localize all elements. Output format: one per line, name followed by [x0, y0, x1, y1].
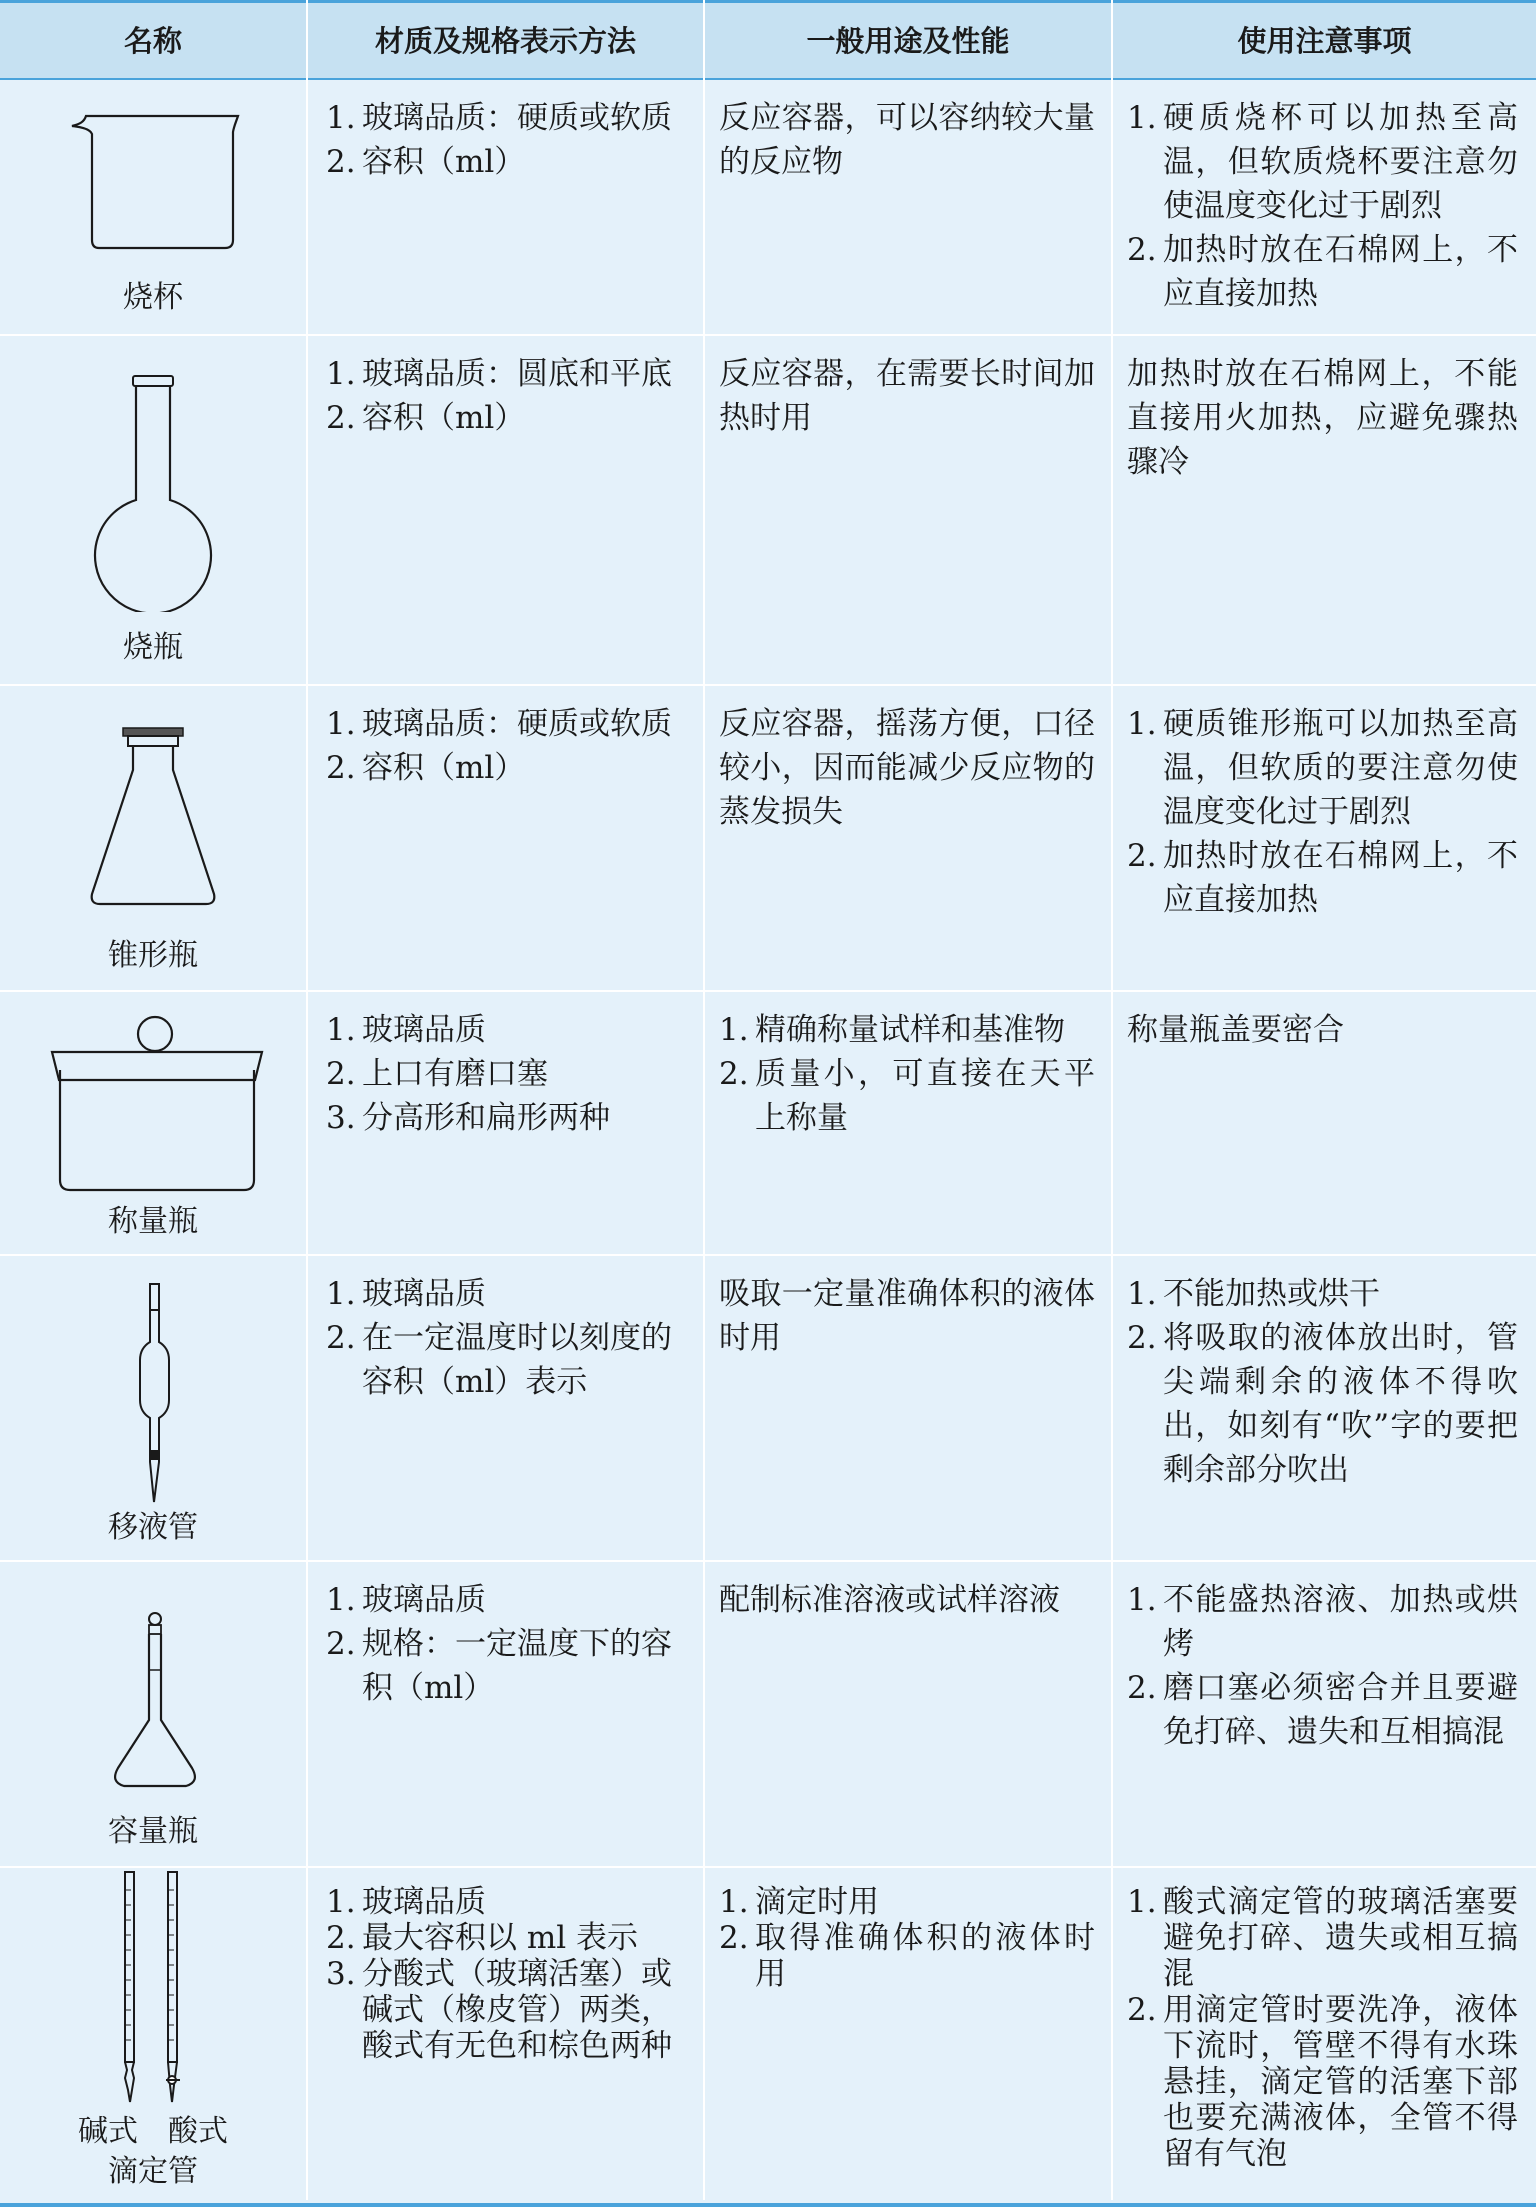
table-row: [0, 992, 1536, 1256]
name-weighing-bottle: 称量瓶: [108, 1204, 198, 1239]
table-row: [0, 1256, 1536, 1562]
table-row: [0, 336, 1536, 686]
notes-cell: 1. 酸式滴定管的玻璃活塞要避免打碎、遗失或相互搞混 2. 用滴定管时要洗净，液体下流时，管壁不得有水珠悬挂，滴定管的活塞下部也要充满液体，全管不得留有气泡: [1127, 1884, 1518, 2172]
use-cell: 吸取一定量准确体积的液体时用: [719, 1276, 1095, 1356]
use-cell: 反应容器，可以容纳较大量的反应物: [719, 100, 1095, 180]
notes-cell: 1. 不能加热或烘干 2. 将吸取的液体放出时，管尖端剩余的液体不得吹出，如刻有“吹”字的要把剩余部分吹出: [1127, 1276, 1518, 1488]
notes-cell: 加热时放在石棉网上，不能直接用火加热，应避免骤热骤冷: [1127, 356, 1518, 480]
use-cell: 1. 滴定时用 2. 取得准确体积的液体时用: [719, 1884, 1095, 1992]
name-burette-types: 碱式 酸式: [78, 2114, 228, 2149]
name-conical-flask: 锥形瓶: [108, 938, 198, 973]
notes-cell: 1. 硬质烧杯可以加热至高温，但软质烧杯要注意勿使温度变化过于剧烈 2. 加热时放在石棉网上，不应直接加热: [1127, 100, 1518, 312]
table-row: [0, 1868, 1536, 2207]
pipette-illustration: [0, 1282, 306, 1512]
use-cell: 反应容器，在需要长时间加热时用: [719, 356, 1095, 436]
weighing-bottle-illustration: [0, 1010, 306, 1200]
header-name: 名称: [123, 24, 182, 58]
table-row: [0, 686, 1536, 992]
volumetric-flask-illustration: [0, 1610, 306, 1810]
spec-cell: 1. 玻璃品质：硬质或软质 2. 容积（ml）: [326, 100, 672, 180]
spec-cell: 1. 玻璃品质：硬质或软质 2. 容积（ml）: [326, 706, 672, 786]
notes-cell: 1. 硬质锥形瓶可以加热至高温，但软质的要注意勿使温度变化过于剧烈 2. 加热时放在石棉网上，不应直接加热: [1127, 706, 1518, 918]
name-beaker: 烧杯: [123, 280, 183, 315]
spec-cell: 1. 玻璃品质 2. 规格：一定温度下的容积（ml）: [326, 1582, 672, 1706]
use-cell: 反应容器，摇荡方便，口径较小，因而能减少反应物的蒸发损失: [719, 706, 1095, 830]
spec-cell: 1. 玻璃品质：圆底和平底 2. 容积（ml）: [326, 356, 672, 436]
column-divider: [703, 0, 705, 2200]
table-row: [0, 80, 1536, 336]
name-burette: 滴定管: [108, 2154, 198, 2189]
spec-cell: 1. 玻璃品质 2. 最大容积以 ml 表示 3. 分酸式（玻璃活塞）或碱式（橡皮管）两类，酸式有无色和棕色两种: [326, 1884, 672, 2064]
header-notes: 使用注意事项: [1237, 24, 1412, 58]
burettes-illustration: [0, 1870, 306, 2110]
name-round-flask: 烧瓶: [123, 630, 183, 665]
notes-cell: 1. 不能盛热溶液、加热或烘烤 2. 磨口塞必须密合并且要避免打碎、遗失和互相搞混: [1127, 1582, 1518, 1750]
use-cell: 1. 精确称量试样和基准物 2. 质量小，可直接在天平上称量: [719, 1012, 1095, 1136]
notes-cell: 称量瓶盖要密合: [1127, 1012, 1344, 1048]
table-header: [0, 0, 1536, 80]
conical-flask-illustration: [0, 724, 306, 924]
spec-cell: 1. 玻璃品质 2. 上口有磨口塞 3. 分高形和扁形两种: [326, 1012, 610, 1136]
round-flask-illustration: [0, 372, 306, 612]
use-cell: 配制标准溶液或试样溶液: [719, 1582, 1060, 1618]
beaker-illustration: [0, 98, 306, 258]
name-pipette: 移液管: [108, 1510, 198, 1545]
column-divider: [1111, 0, 1113, 2200]
header-spec: 材质及规格表示方法: [374, 24, 636, 58]
name-volumetric-flask: 容量瓶: [108, 1814, 198, 1849]
spec-cell: 1. 玻璃品质 2. 在一定温度时以刻度的容积（ml）表示: [326, 1276, 672, 1400]
table-row: [0, 1562, 1536, 1868]
header-use: 一般用途及性能: [806, 24, 1010, 58]
column-divider: [306, 0, 308, 2200]
